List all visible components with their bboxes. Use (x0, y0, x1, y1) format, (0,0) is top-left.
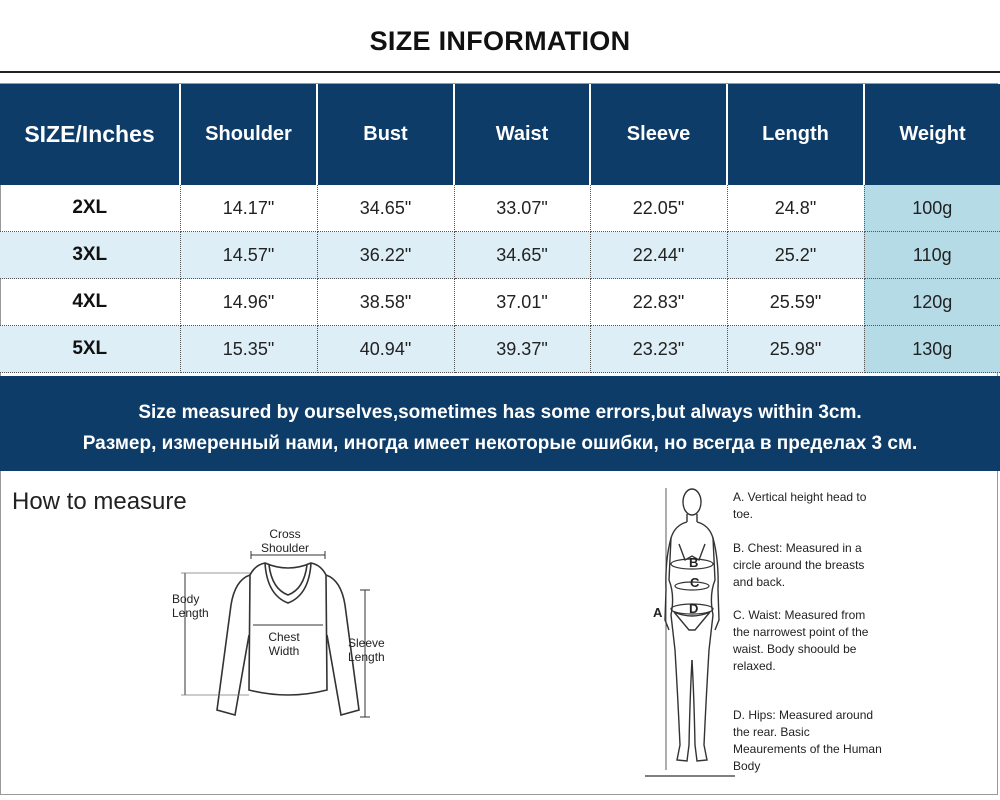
sleeve-cell: 22.83" (590, 279, 727, 326)
notice-english: Size measured by ourselves,sometimes has some errors,but always within 3cm. (138, 402, 862, 423)
length-cell: 25.59" (727, 279, 864, 326)
legend-b: B. Chest: Measured in a circle around the breasts and back. (733, 541, 865, 589)
letter-b: B (689, 555, 699, 570)
size-table (0, 84, 1000, 373)
header-bust: Bust (317, 84, 454, 185)
size-cell: 3XL (0, 232, 180, 279)
page-title: SIZE INFORMATION (369, 26, 631, 56)
measurement-notice (0, 376, 1000, 471)
chest-width-label: Chest Width (268, 630, 300, 658)
sleeve-cell: 22.05" (590, 185, 727, 232)
shoulder-cell: 14.17" (180, 185, 317, 232)
shoulder-cell: 15.35" (180, 326, 317, 373)
table-row (0, 185, 1000, 232)
table-row (0, 232, 1000, 279)
weight-cell: 100g (864, 185, 1000, 232)
waist-cell: 34.65" (454, 232, 590, 279)
waist-cell: 33.07" (454, 185, 590, 232)
shoulder-cell: 14.57" (180, 232, 317, 279)
table-row (0, 326, 1000, 373)
size-cell: 2XL (0, 185, 180, 232)
how-to-measure-heading: How to measure (12, 488, 187, 515)
letter-a: A (653, 605, 663, 620)
header-length: Length (727, 84, 864, 185)
legend-d: D. Hips: Measured around the rear. Basic Meaurements of the Human Body (733, 708, 882, 773)
letter-c: C (690, 575, 700, 590)
bust-cell: 36.22" (317, 232, 454, 279)
header-size: SIZE/Inches (0, 84, 180, 185)
header-weight: Weight (864, 84, 1000, 185)
weight-cell: 120g (864, 279, 1000, 326)
header-waist: Waist (454, 84, 590, 185)
legend-a: A. Vertical height head to toe. (733, 490, 867, 521)
shoulder-cell: 14.96" (180, 279, 317, 326)
bust-cell: 38.58" (317, 279, 454, 326)
cross-shoulder-label: Cross Shoulder (260, 527, 310, 555)
sleeve-cell: 22.44" (590, 232, 727, 279)
sweater-diagram (165, 525, 410, 725)
table-header-row (0, 84, 1000, 185)
header-sleeve: Sleeve (590, 84, 727, 185)
body-figure (625, 480, 735, 780)
weight-cell: 110g (864, 232, 1000, 279)
sleeve-length-label: Sleeve Length (348, 636, 385, 664)
legend-c: C. Waist: Measured from the narrowest point of the waist. Body shoould be relaxed. (733, 608, 869, 673)
size-cell: 5XL (0, 326, 180, 373)
title-divider (0, 71, 1000, 73)
bust-cell: 40.94" (317, 326, 454, 373)
table-row (0, 279, 1000, 326)
body-length-label: Body Length (172, 592, 209, 620)
header-shoulder: Shoulder (180, 84, 317, 185)
length-cell: 25.98" (727, 326, 864, 373)
waist-cell: 39.37" (454, 326, 590, 373)
notice-russian: Размер, измеренный нами, иногда имеет некоторые ошибки, но всегда в пределах 3 см. (82, 433, 918, 454)
waist-cell: 37.01" (454, 279, 590, 326)
bust-cell: 34.65" (317, 185, 454, 232)
length-cell: 24.8" (727, 185, 864, 232)
weight-cell: 130g (864, 326, 1000, 373)
sleeve-cell: 23.23" (590, 326, 727, 373)
length-cell: 25.2" (727, 232, 864, 279)
letter-d: D (689, 601, 699, 616)
size-cell: 4XL (0, 279, 180, 326)
